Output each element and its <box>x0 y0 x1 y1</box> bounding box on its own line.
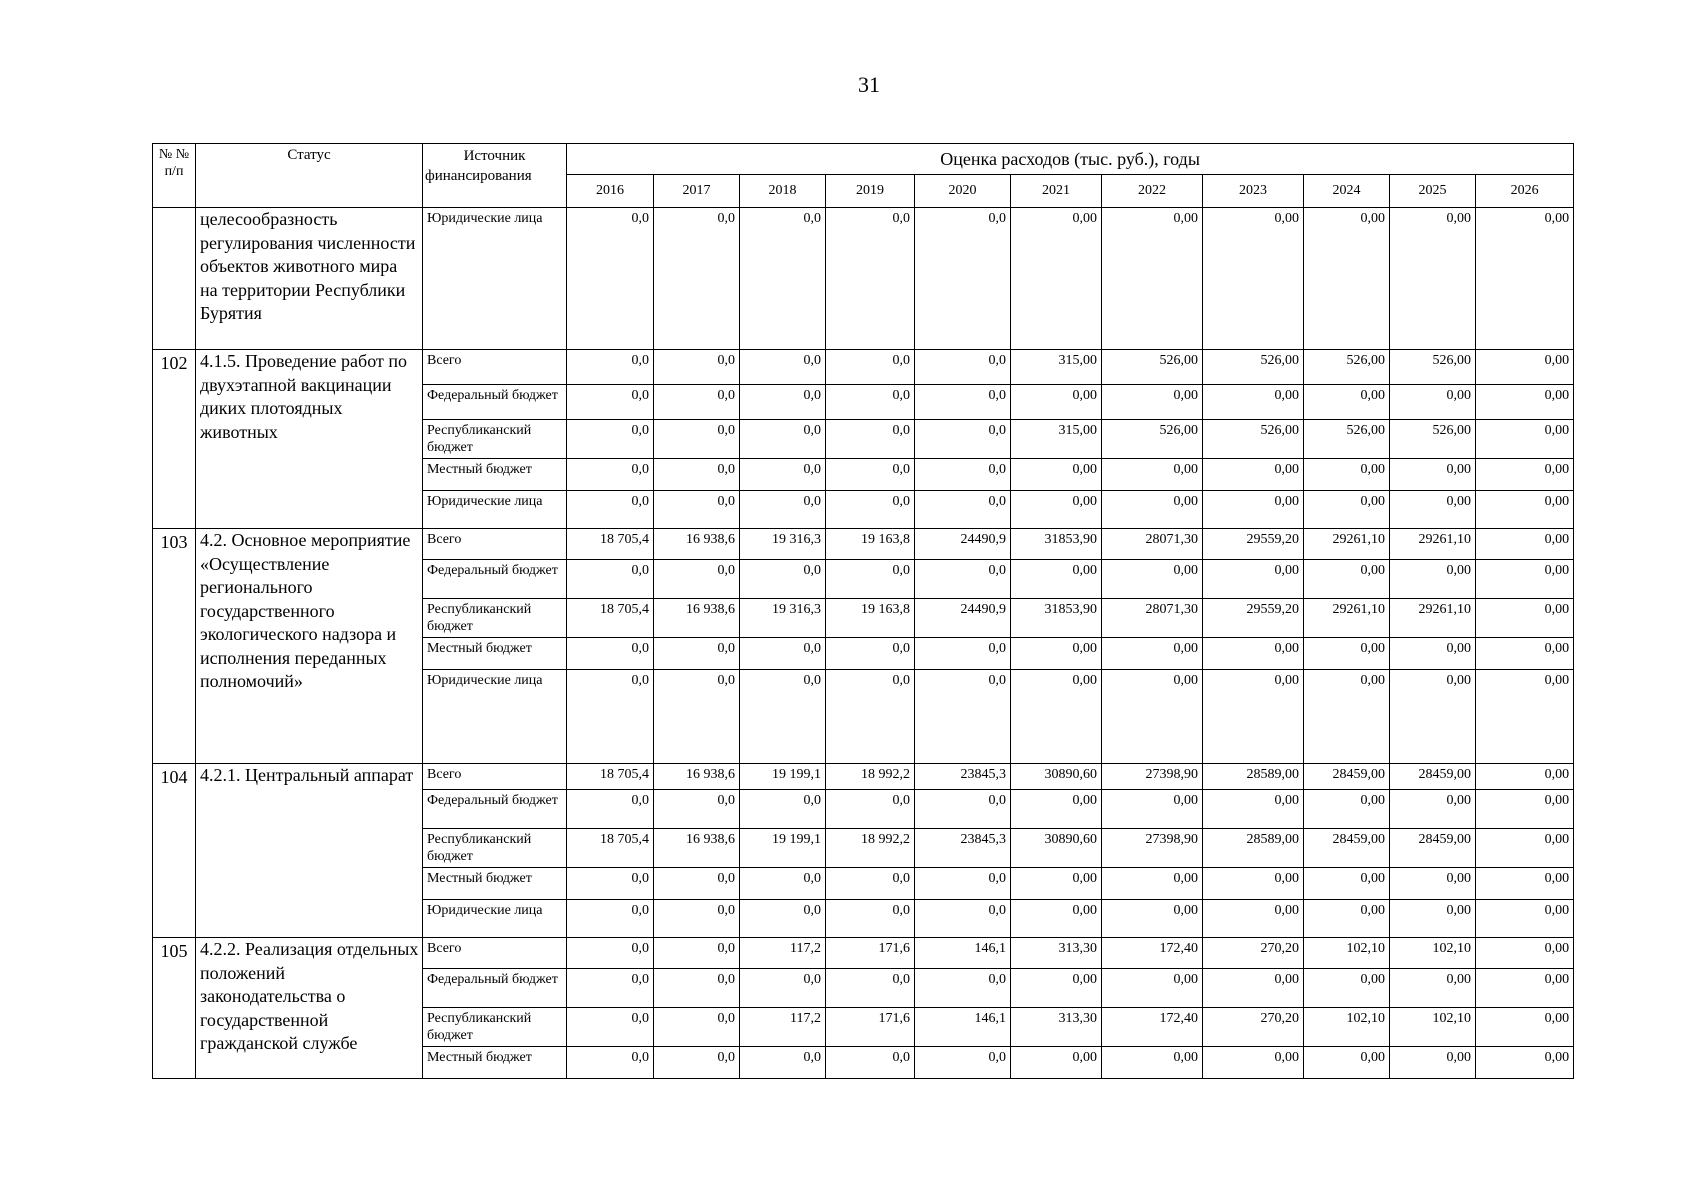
value-cell: 0,00 <box>1304 868 1390 900</box>
year-header: 2026 <box>1476 175 1574 208</box>
table-row <box>153 938 1574 969</box>
value-cell: 0,00 <box>1304 385 1390 420</box>
value-cell: 0,00 <box>1203 385 1304 420</box>
value-cell: 102,10 <box>1304 1008 1390 1047</box>
value-cell: 19 199,1 <box>740 829 826 868</box>
value-cell: 0,0 <box>915 420 1011 459</box>
value-cell: 19 163,8 <box>826 529 915 560</box>
table-row <box>153 529 1574 560</box>
value-cell: 28459,00 <box>1390 764 1476 790</box>
value-cell: 0,0 <box>654 385 740 420</box>
value-cell: 0,00 <box>1203 900 1304 938</box>
value-cell: 0,0 <box>567 938 654 969</box>
value-cell: 0,00 <box>1476 529 1574 560</box>
value-cell: 0,00 <box>1203 1047 1304 1079</box>
status-cell: 4.1.5. Проведение работ по двухэтапной вакцинации диких плотоядных животных <box>196 350 423 529</box>
year-header: 2017 <box>654 175 740 208</box>
value-cell: 526,00 <box>1203 350 1304 385</box>
funding-source-cell: Республиканский бюджет <box>423 829 567 868</box>
value-cell: 0,0 <box>567 790 654 829</box>
value-cell: 0,00 <box>1102 208 1203 350</box>
value-cell: 0,0 <box>915 670 1011 764</box>
row-number: 105 <box>153 938 196 1079</box>
value-cell: 0,00 <box>1304 638 1390 670</box>
status-cell: 4.2.2. Реализация отдельных положений законодательства о государственной гражданской службе <box>196 938 423 1079</box>
value-cell: 0,00 <box>1011 385 1102 420</box>
value-cell: 0,0 <box>915 969 1011 1008</box>
value-cell: 0,00 <box>1102 969 1203 1008</box>
value-cell: 0,00 <box>1390 790 1476 829</box>
value-cell: 0,0 <box>654 900 740 938</box>
value-cell: 0,00 <box>1476 491 1574 529</box>
value-cell: 28459,00 <box>1390 829 1476 868</box>
value-cell: 102,10 <box>1390 1008 1476 1047</box>
year-header: 2016 <box>567 175 654 208</box>
value-cell: 172,40 <box>1102 1008 1203 1047</box>
value-cell: 27398,90 <box>1102 829 1203 868</box>
value-cell: 313,30 <box>1011 938 1102 969</box>
value-cell: 0,0 <box>826 491 915 529</box>
value-cell: 0,00 <box>1203 670 1304 764</box>
value-cell: 28459,00 <box>1304 829 1390 868</box>
status-cell: 4.2.1. Центральный аппарат <box>196 764 423 938</box>
value-cell: 31853,90 <box>1011 529 1102 560</box>
value-cell: 0,0 <box>826 350 915 385</box>
value-cell: 0,0 <box>915 385 1011 420</box>
page-number: 31 <box>858 72 880 97</box>
value-cell: 0,0 <box>654 1008 740 1047</box>
value-cell: 0,00 <box>1304 670 1390 764</box>
value-cell: 0,0 <box>740 1047 826 1079</box>
value-cell: 0,00 <box>1203 208 1304 350</box>
value-cell: 30890,60 <box>1011 764 1102 790</box>
value-cell: 0,0 <box>567 969 654 1008</box>
value-cell: 0,0 <box>915 459 1011 491</box>
value-cell: 146,1 <box>915 1008 1011 1047</box>
value-cell: 18 705,4 <box>567 599 654 638</box>
value-cell: 0,0 <box>567 1008 654 1047</box>
value-cell: 0,0 <box>654 350 740 385</box>
value-cell: 16 938,6 <box>654 599 740 638</box>
value-cell: 0,0 <box>826 638 915 670</box>
funding-source-cell: Местный бюджет <box>423 1047 567 1079</box>
value-cell: 0,00 <box>1476 938 1574 969</box>
value-cell: 16 938,6 <box>654 529 740 560</box>
value-cell: 0,0 <box>740 868 826 900</box>
value-cell: 0,00 <box>1102 385 1203 420</box>
value-cell: 0,0 <box>915 790 1011 829</box>
value-cell: 0,0 <box>740 790 826 829</box>
value-cell: 0,00 <box>1390 560 1476 599</box>
value-cell: 0,00 <box>1102 790 1203 829</box>
value-cell: 0,00 <box>1102 670 1203 764</box>
value-cell: 526,00 <box>1304 420 1390 459</box>
value-cell: 0,0 <box>826 560 915 599</box>
value-cell: 0,00 <box>1102 868 1203 900</box>
funding-source-cell: Местный бюджет <box>423 459 567 491</box>
value-cell: 0,00 <box>1476 385 1574 420</box>
value-cell: 0,00 <box>1304 969 1390 1008</box>
value-cell: 0,00 <box>1304 459 1390 491</box>
value-cell: 0,0 <box>740 491 826 529</box>
value-cell: 0,0 <box>826 790 915 829</box>
budget-table <box>152 143 1574 1079</box>
value-cell: 0,00 <box>1102 459 1203 491</box>
value-cell: 31853,90 <box>1011 599 1102 638</box>
value-cell: 28589,00 <box>1203 829 1304 868</box>
value-cell: 16 938,6 <box>654 829 740 868</box>
value-cell: 0,00 <box>1011 208 1102 350</box>
value-cell: 0,0 <box>654 969 740 1008</box>
value-cell: 0,00 <box>1476 599 1574 638</box>
value-cell: 0,00 <box>1203 969 1304 1008</box>
value-cell: 0,00 <box>1203 868 1304 900</box>
value-cell: 0,0 <box>567 1047 654 1079</box>
year-header: 2021 <box>1011 175 1102 208</box>
funding-source-cell: Республиканский бюджет <box>423 599 567 638</box>
row-number: 103 <box>153 529 196 764</box>
value-cell: 28589,00 <box>1203 764 1304 790</box>
value-cell: 0,00 <box>1476 900 1574 938</box>
value-cell: 0,0 <box>740 350 826 385</box>
value-cell: 0,0 <box>826 385 915 420</box>
funding-source-cell: Всего <box>423 938 567 969</box>
value-cell: 0,00 <box>1476 670 1574 764</box>
value-cell: 0,00 <box>1476 350 1574 385</box>
funding-source-cell: Местный бюджет <box>423 638 567 670</box>
value-cell: 0,0 <box>567 459 654 491</box>
value-cell: 0,0 <box>654 208 740 350</box>
value-cell: 0,0 <box>915 208 1011 350</box>
year-header: 2025 <box>1390 175 1476 208</box>
status-cell: целесообразность регулирования численности объектов животного мира на территории Республики Бурятия <box>196 208 423 350</box>
value-cell: 0,0 <box>740 969 826 1008</box>
value-cell: 270,20 <box>1203 938 1304 969</box>
value-cell: 0,0 <box>915 350 1011 385</box>
value-cell: 0,0 <box>654 790 740 829</box>
value-cell: 0,00 <box>1011 790 1102 829</box>
value-cell: 0,0 <box>567 560 654 599</box>
value-cell: 0,0 <box>740 385 826 420</box>
value-cell: 0,0 <box>740 900 826 938</box>
year-header: 2018 <box>740 175 826 208</box>
header-source <box>423 144 567 208</box>
value-cell: 0,00 <box>1390 208 1476 350</box>
year-header: 2019 <box>826 175 915 208</box>
value-cell: 0,00 <box>1203 638 1304 670</box>
header-estimate-title: Оценка расходов (тыс. руб.), годы <box>567 144 1574 175</box>
value-cell: 0,00 <box>1476 829 1574 868</box>
value-cell: 0,00 <box>1476 208 1574 350</box>
funding-source-cell: Всего <box>423 529 567 560</box>
value-cell: 29261,10 <box>1304 599 1390 638</box>
funding-source-cell: Юридические лица <box>423 491 567 529</box>
value-cell: 313,30 <box>1011 1008 1102 1047</box>
value-cell: 0,0 <box>654 1047 740 1079</box>
year-header: 2024 <box>1304 175 1390 208</box>
value-cell: 0,0 <box>740 420 826 459</box>
value-cell: 0,0 <box>740 560 826 599</box>
value-cell: 0,0 <box>915 560 1011 599</box>
header-source-line2: финансирования <box>425 168 532 184</box>
header-num: № № п/п <box>153 144 196 208</box>
value-cell: 18 992,2 <box>826 764 915 790</box>
value-cell: 19 163,8 <box>826 599 915 638</box>
value-cell: 0,0 <box>740 459 826 491</box>
value-cell: 0,00 <box>1203 491 1304 529</box>
value-cell: 0,00 <box>1102 900 1203 938</box>
value-cell: 0,00 <box>1203 790 1304 829</box>
value-cell: 0,00 <box>1011 1047 1102 1079</box>
value-cell: 19 316,3 <box>740 599 826 638</box>
value-cell: 0,0 <box>826 868 915 900</box>
value-cell: 0,00 <box>1102 560 1203 599</box>
value-cell: 0,0 <box>740 208 826 350</box>
value-cell: 0,0 <box>740 638 826 670</box>
value-cell: 117,2 <box>740 938 826 969</box>
value-cell: 0,00 <box>1476 420 1574 459</box>
value-cell: 0,0 <box>654 420 740 459</box>
value-cell: 24490,9 <box>915 529 1011 560</box>
value-cell: 24490,9 <box>915 599 1011 638</box>
value-cell: 0,0 <box>826 420 915 459</box>
value-cell: 0,00 <box>1304 900 1390 938</box>
value-cell: 0,00 <box>1390 459 1476 491</box>
value-cell: 23845,3 <box>915 829 1011 868</box>
value-cell: 0,00 <box>1476 459 1574 491</box>
value-cell: 0,0 <box>826 1047 915 1079</box>
value-cell: 0,00 <box>1390 385 1476 420</box>
row-number: 102 <box>153 350 196 529</box>
value-cell: 0,0 <box>826 208 915 350</box>
value-cell: 23845,3 <box>915 764 1011 790</box>
value-cell: 18 705,4 <box>567 764 654 790</box>
value-cell: 0,00 <box>1203 560 1304 599</box>
funding-source-cell: Республиканский бюджет <box>423 420 567 459</box>
value-cell: 0,00 <box>1304 1047 1390 1079</box>
value-cell: 0,0 <box>654 670 740 764</box>
value-cell: 0,0 <box>915 491 1011 529</box>
value-cell: 0,0 <box>567 868 654 900</box>
value-cell: 315,00 <box>1011 350 1102 385</box>
value-cell: 0,0 <box>567 208 654 350</box>
value-cell: 0,00 <box>1476 1008 1574 1047</box>
value-cell: 0,00 <box>1390 1047 1476 1079</box>
value-cell: 0,00 <box>1304 560 1390 599</box>
value-cell: 0,0 <box>567 385 654 420</box>
year-header: 2022 <box>1102 175 1203 208</box>
value-cell: 0,00 <box>1011 900 1102 938</box>
value-cell: 18 705,4 <box>567 529 654 560</box>
table-row <box>153 764 1574 790</box>
value-cell: 0,0 <box>915 1047 1011 1079</box>
value-cell: 0,00 <box>1011 868 1102 900</box>
year-header: 2020 <box>915 175 1011 208</box>
value-cell: 0,0 <box>654 938 740 969</box>
table-row <box>153 350 1574 385</box>
year-header: 2023 <box>1203 175 1304 208</box>
value-cell: 0,00 <box>1011 969 1102 1008</box>
value-cell: 18 705,4 <box>567 829 654 868</box>
funding-source-cell: Юридические лица <box>423 208 567 350</box>
value-cell: 0,00 <box>1203 459 1304 491</box>
value-cell: 0,0 <box>654 868 740 900</box>
value-cell: 117,2 <box>740 1008 826 1047</box>
value-cell: 27398,90 <box>1102 764 1203 790</box>
status-cell: 4.2. Основное мероприятие «Осуществление регионального государственного экологического надзора и исполнения переданных полномочий» <box>196 529 423 764</box>
value-cell: 0,0 <box>567 900 654 938</box>
value-cell: 526,00 <box>1390 350 1476 385</box>
value-cell: 0,00 <box>1304 790 1390 829</box>
funding-source-cell: Всего <box>423 350 567 385</box>
value-cell: 0,00 <box>1304 491 1390 529</box>
value-cell: 19 316,3 <box>740 529 826 560</box>
value-cell: 28071,30 <box>1102 529 1203 560</box>
value-cell: 29261,10 <box>1304 529 1390 560</box>
value-cell: 0,0 <box>654 638 740 670</box>
value-cell: 0,0 <box>826 670 915 764</box>
value-cell: 0,0 <box>567 670 654 764</box>
value-cell: 0,0 <box>567 350 654 385</box>
value-cell: 526,00 <box>1102 420 1203 459</box>
value-cell: 102,10 <box>1304 938 1390 969</box>
value-cell: 171,6 <box>826 938 915 969</box>
value-cell: 19 199,1 <box>740 764 826 790</box>
value-cell: 0,0 <box>826 900 915 938</box>
value-cell: 29559,20 <box>1203 529 1304 560</box>
value-cell: 0,00 <box>1390 491 1476 529</box>
value-cell: 0,00 <box>1476 764 1574 790</box>
value-cell: 146,1 <box>915 938 1011 969</box>
table-row <box>153 208 1574 350</box>
value-cell: 0,00 <box>1476 868 1574 900</box>
value-cell: 0,00 <box>1390 670 1476 764</box>
value-cell: 0,0 <box>567 638 654 670</box>
row-number <box>153 208 196 350</box>
value-cell: 0,00 <box>1011 638 1102 670</box>
funding-source-cell: Республиканский бюджет <box>423 1008 567 1047</box>
value-cell: 270,20 <box>1203 1008 1304 1047</box>
value-cell: 0,00 <box>1011 491 1102 529</box>
funding-source-cell: Юридические лица <box>423 900 567 938</box>
value-cell: 0,00 <box>1476 1047 1574 1079</box>
value-cell: 0,00 <box>1011 670 1102 764</box>
value-cell: 526,00 <box>1203 420 1304 459</box>
value-cell: 30890,60 <box>1011 829 1102 868</box>
funding-source-cell: Всего <box>423 764 567 790</box>
value-cell: 526,00 <box>1102 350 1203 385</box>
funding-source-cell: Федеральный бюджет <box>423 385 567 420</box>
value-cell: 0,0 <box>915 638 1011 670</box>
value-cell: 171,6 <box>826 1008 915 1047</box>
funding-source-cell: Федеральный бюджет <box>423 790 567 829</box>
value-cell: 0,0 <box>826 459 915 491</box>
value-cell: 0,0 <box>654 459 740 491</box>
value-cell: 0,00 <box>1390 868 1476 900</box>
value-cell: 0,00 <box>1102 491 1203 529</box>
funding-source-cell: Федеральный бюджет <box>423 969 567 1008</box>
value-cell: 0,0 <box>567 420 654 459</box>
header-status: Статус <box>196 144 423 208</box>
value-cell: 18 992,2 <box>826 829 915 868</box>
value-cell: 0,00 <box>1476 969 1574 1008</box>
value-cell: 0,00 <box>1476 638 1574 670</box>
header-source-line1: Источник <box>463 148 526 164</box>
value-cell: 0,00 <box>1102 638 1203 670</box>
value-cell: 0,0 <box>654 491 740 529</box>
value-cell: 0,0 <box>567 491 654 529</box>
value-cell: 0,0 <box>915 868 1011 900</box>
value-cell: 29261,10 <box>1390 529 1476 560</box>
value-cell: 0,00 <box>1476 560 1574 599</box>
value-cell: 28071,30 <box>1102 599 1203 638</box>
value-cell: 0,0 <box>740 670 826 764</box>
value-cell: 29261,10 <box>1390 599 1476 638</box>
value-cell: 0,00 <box>1476 790 1574 829</box>
value-cell: 0,0 <box>826 969 915 1008</box>
value-cell: 526,00 <box>1390 420 1476 459</box>
value-cell: 526,00 <box>1304 350 1390 385</box>
value-cell: 28459,00 <box>1304 764 1390 790</box>
value-cell: 0,00 <box>1011 560 1102 599</box>
table-body <box>153 208 1574 1079</box>
funding-source-cell: Федеральный бюджет <box>423 560 567 599</box>
value-cell: 0,0 <box>915 900 1011 938</box>
value-cell: 0,00 <box>1390 638 1476 670</box>
value-cell: 172,40 <box>1102 938 1203 969</box>
value-cell: 0,0 <box>654 560 740 599</box>
value-cell: 315,00 <box>1011 420 1102 459</box>
value-cell: 102,10 <box>1390 938 1476 969</box>
value-cell: 0,00 <box>1390 900 1476 938</box>
value-cell: 0,00 <box>1304 208 1390 350</box>
value-cell: 0,00 <box>1102 1047 1203 1079</box>
funding-source-cell: Местный бюджет <box>423 868 567 900</box>
value-cell: 16 938,6 <box>654 764 740 790</box>
value-cell: 0,00 <box>1390 969 1476 1008</box>
value-cell: 0,00 <box>1011 459 1102 491</box>
row-number: 104 <box>153 764 196 938</box>
value-cell: 29559,20 <box>1203 599 1304 638</box>
funding-source-cell: Юридические лица <box>423 670 567 764</box>
